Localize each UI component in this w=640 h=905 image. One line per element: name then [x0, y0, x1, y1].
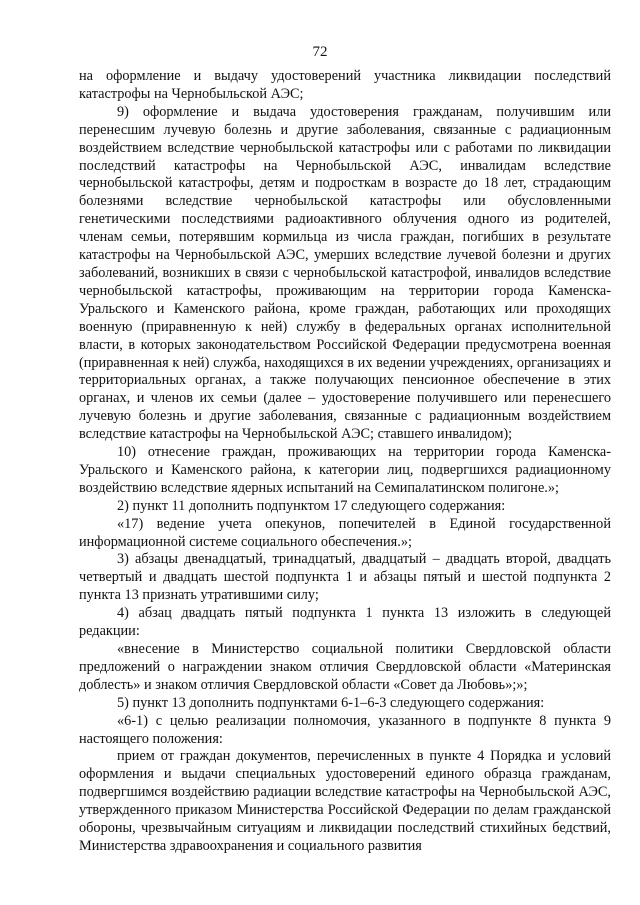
paragraph: 2) пункт 11 дополнить подпунктом 17 следующего содержания:: [117, 497, 506, 514]
paragraph: на оформление и выдачу удостоверений участника ликвидации последствий катастрофы на Чернобыльской АЭС;: [79, 68, 611, 102]
paragraph: «17) ведение учета опекунов, попечителей в Единой государственной информационной системе социального обеспечения.»;: [79, 515, 611, 550]
paragraph: 9) оформление и выдача удостоверения гражданам, получившим или перенесшим лучевую болезнь и другие заболевания, связанные с радиационным воздействием вследствие чернобыльской катастрофы или с работами по ликвидации последствий катастрофы на Чернобыльской АЭС, инвалидам вследствие чернобыльской катастрофы, детям и подросткам в возрасте до 18 лет, страдающим болезнями вследствие чернобыльской катастрофы или обусловленными генетическими последствиями радиоактивного облучения одного из родителей, членам семьи, потерявшим кормильца из числа граждан, погибших в результате катастрофы на Чернобыльской АЭС, умерших вследствие лучевой болезни и других заболеваний, возникших в связи с чернобыльской катастрофой, инвалидов вследствие чернобыльской катастрофы, проживающим на территории города Каменска-Уральского и Каменского района, кроме граждан, работающих или проходящих военную (приравненную к ней) службу в федеральных органах исполнительной власти, в которых законодательством Российской Федерации предусмотрена военная (приравненная к ней) служба, находящихся в их ведении учреждениях, организациях и территориальных органах, а также получающих пенсионное обеспечение в этих органах, и членов их семьи (далее – удостоверение получившего или перенесшего лучевую болезнь и другие заболевания, связанные с радиационным воздействием вследствие катастрофы на Чернобыльской АЭС; ставшего инвалидом);: [79, 103, 611, 443]
paragraph: «6-1) с целью реализации полномочия, указанного в подпункте 8 пункта 9 настоящего положения:: [79, 712, 611, 747]
paragraph: «внесение в Министерство социальной политики Свердловской области предложений о награждении знаком отличия Свердловской области «Материнская доблесть» и знаком отличия Свердловской области «Совет да Любовь»;»;: [79, 641, 611, 693]
page-number: 72: [312, 44, 328, 60]
document-body: [79, 68, 611, 856]
paragraph: 4) абзац двадцать пятый подпункта 1 пункта 13 изложить в следующей редакции:: [79, 605, 611, 640]
paragraph: 5) пункт 13 дополнить подпунктами 6-1–6-3 следующего содержания:: [117, 694, 545, 711]
paragraph: прием от граждан документов, перечисленных в пункте 4 Порядка и условий оформления и выдачи специальных удостоверений единого образца гражданам, подвергшимся воздействию радиации вследствие катастрофы на Чернобыльской АЭС, утвержденного приказом Министерства Российской Федерации по делам гражданской обороны, чрезвычайным ситуациям и ликвидации последствий стихийных бедствий, Министерства здравоохранения и социального развития: [79, 748, 611, 854]
paragraph: 10) отнесение граждан, проживающих на территории города Каменска-Уральского и Каменского района, к категории лиц, подвергшихся радиационному воздействию вследствие ядерных испытаний на Семипалатинском полигоне.»;: [79, 444, 611, 496]
paragraph: 3) абзацы двенадцатый, тринадцатый, двадцатый – двадцать второй, двадцать четвертый и двадцать шестой подпункта 1 и абзацы пятый и шестой подпункта 2 пункта 13 признать утратившими силу;: [79, 551, 611, 604]
